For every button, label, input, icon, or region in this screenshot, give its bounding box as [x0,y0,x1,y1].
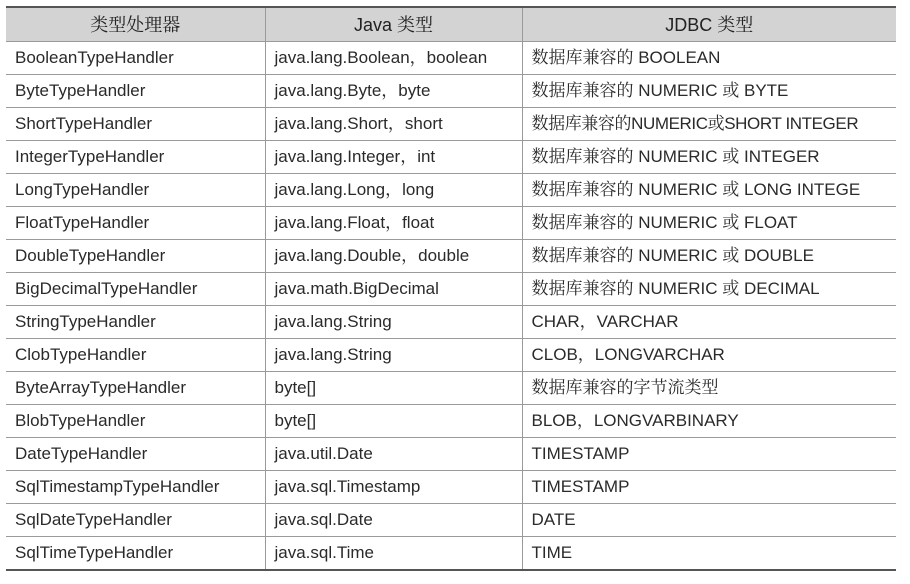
java-type-cell: java.lang.String [265,306,522,339]
handler-cell: LongTypeHandler [6,174,265,207]
table-row [6,339,896,372]
header-row [6,7,896,42]
jdbc-type-cell: 数据库兼容的 NUMERIC 或 DECIMAL [522,273,896,306]
handler-cell: IntegerTypeHandler [6,141,265,174]
handler-cell: ByteTypeHandler [6,75,265,108]
java-type-cell: java.sql.Time [265,537,522,571]
java-type-cell: byte[] [265,405,522,438]
table-header [6,7,896,42]
java-type-cell: java.util.Date [265,438,522,471]
handler-cell: DateTypeHandler [6,438,265,471]
table-row [6,141,896,174]
handler-cell: SqlTimestampTypeHandler [6,471,265,504]
table-row [6,438,896,471]
table-row [6,471,896,504]
jdbc-type-cell: CLOB，LONGVARCHAR [522,339,896,372]
header-java-type: Java 类型 [265,7,522,42]
table-row [6,405,896,438]
handler-cell: SqlTimeTypeHandler [6,537,265,571]
handler-cell: ShortTypeHandler [6,108,265,141]
handler-cell: SqlDateTypeHandler [6,504,265,537]
type-handler-table-container [6,6,896,571]
jdbc-type-cell: 数据库兼容的 NUMERIC 或 LONG INTEGE [522,174,896,207]
java-type-cell: java.lang.Boolean，boolean [265,42,522,75]
jdbc-type-cell: 数据库兼容的 NUMERIC 或 INTEGER [522,141,896,174]
jdbc-type-cell: 数据库兼容的字节流类型 [522,372,896,405]
handler-cell: BooleanTypeHandler [6,42,265,75]
java-type-cell: java.lang.String [265,339,522,372]
handler-cell: StringTypeHandler [6,306,265,339]
table-row [6,537,896,571]
jdbc-type-cell: TIME [522,537,896,571]
java-type-cell: java.sql.Timestamp [265,471,522,504]
table-row [6,306,896,339]
table-row [6,240,896,273]
handler-cell: ClobTypeHandler [6,339,265,372]
java-type-cell: java.lang.Long，long [265,174,522,207]
jdbc-type-cell: CHAR，VARCHAR [522,306,896,339]
jdbc-type-cell: TIMESTAMP [522,471,896,504]
jdbc-type-cell: 数据库兼容的NUMERIC或SHORT INTEGER [522,108,896,141]
java-type-cell: java.lang.Double，double [265,240,522,273]
handler-cell: FloatTypeHandler [6,207,265,240]
table-row [6,504,896,537]
jdbc-type-cell: 数据库兼容的 BOOLEAN [522,42,896,75]
jdbc-type-cell: 数据库兼容的 NUMERIC 或 FLOAT [522,207,896,240]
java-type-cell: byte[] [265,372,522,405]
header-jdbc-type: JDBC 类型 [522,7,896,42]
java-type-cell: java.lang.Integer，int [265,141,522,174]
java-type-cell: java.lang.Byte，byte [265,75,522,108]
table-row [6,108,896,141]
java-type-cell: java.math.BigDecimal [265,273,522,306]
table-row [6,75,896,108]
java-type-cell: java.lang.Short，short [265,108,522,141]
table-row [6,174,896,207]
handler-cell: BigDecimalTypeHandler [6,273,265,306]
table-row [6,273,896,306]
java-type-cell: java.lang.Float，float [265,207,522,240]
jdbc-type-cell: 数据库兼容的 NUMERIC 或 DOUBLE [522,240,896,273]
jdbc-type-cell: BLOB，LONGVARBINARY [522,405,896,438]
table-body [6,42,896,571]
table-row [6,207,896,240]
java-type-cell: java.sql.Date [265,504,522,537]
jdbc-type-cell: TIMESTAMP [522,438,896,471]
jdbc-type-cell: DATE [522,504,896,537]
handler-cell: BlobTypeHandler [6,405,265,438]
handler-cell: ByteArrayTypeHandler [6,372,265,405]
jdbc-type-cell: 数据库兼容的 NUMERIC 或 BYTE [522,75,896,108]
handler-cell: DoubleTypeHandler [6,240,265,273]
type-handler-table [6,6,896,571]
header-type-handler: 类型处理器 [6,7,265,42]
table-row [6,372,896,405]
table-row [6,42,896,75]
